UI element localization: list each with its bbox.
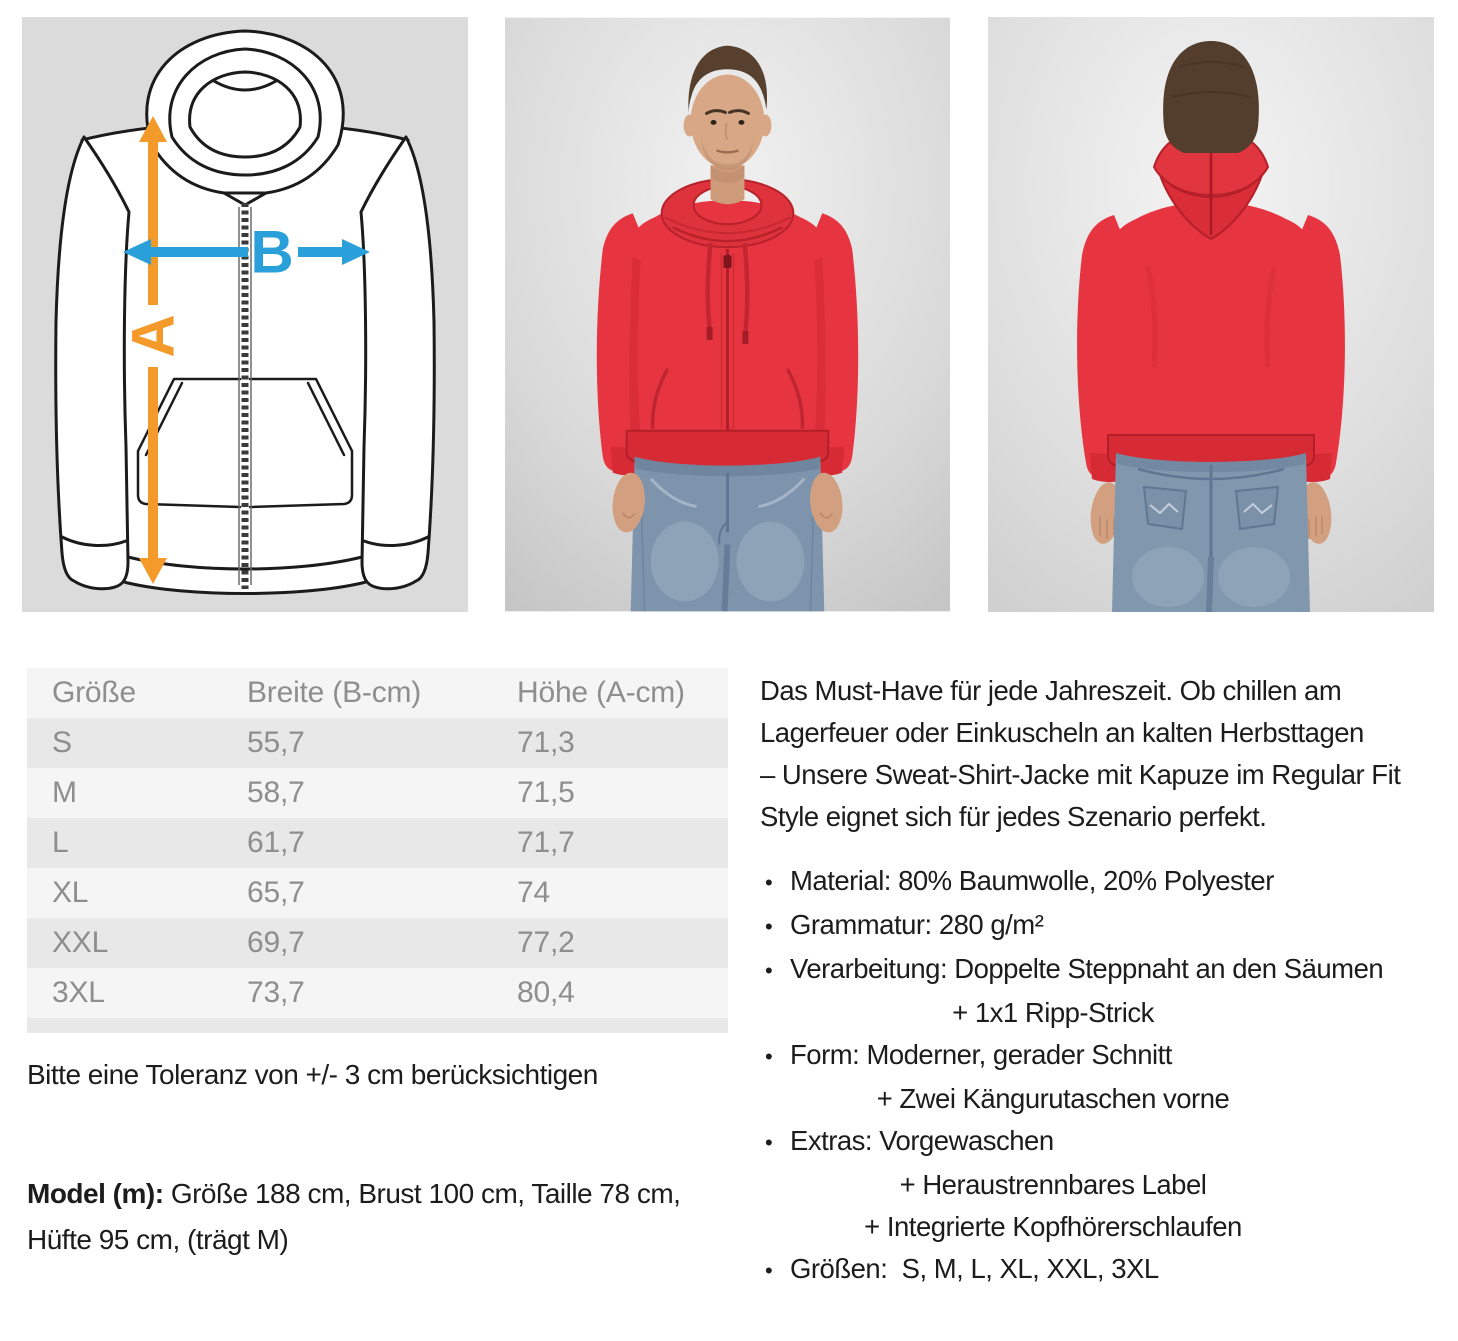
feature-text: Verarbeitung: Doppelte Steppnaht an den Säumen	[790, 953, 1384, 984]
column-header-groesse: Größe	[52, 676, 137, 709]
size-table-header-row	[27, 668, 728, 718]
feature-text: Form: Moderner, gerader Schnitt	[790, 1039, 1172, 1070]
bullet-dot: •	[765, 1044, 773, 1069]
measurement-label-b: B	[250, 218, 294, 286]
model-label: Model (m):	[27, 1178, 164, 1209]
description-line: Lagerfeuer oder Einkuscheln an kalten Herbsttagen	[760, 717, 1364, 748]
breite-cell: 65,7	[247, 876, 305, 909]
jeans	[631, 457, 825, 612]
breite-cell: 69,7	[247, 926, 305, 959]
description-paragraph	[760, 670, 1436, 838]
feature-text: Extras: Vorgewaschen	[790, 1125, 1054, 1156]
jeans-back	[1112, 453, 1310, 612]
size-table-body	[27, 718, 728, 1018]
hoodie-right-sleeve	[361, 137, 434, 589]
feature-item	[760, 1120, 1436, 1164]
bullet-dot: •	[765, 914, 773, 939]
hoehe-cell: 77,2	[517, 926, 575, 959]
feature-item	[760, 904, 1436, 948]
model-back-photo	[985, 17, 1437, 612]
model-info-line-2: Hüfte 95 cm, (trägt M)	[27, 1224, 289, 1255]
size-cell: M	[52, 776, 77, 809]
product-image-row	[22, 17, 1437, 612]
model-front-illustration	[505, 17, 950, 612]
size-cell: S	[52, 726, 72, 759]
feature-subline: + Zwei Kängurutaschen vorne	[876, 1083, 1230, 1114]
model-front-photo	[505, 17, 950, 612]
hood-opening	[190, 72, 301, 157]
feature-list	[760, 860, 1436, 1292]
size-table-row	[27, 718, 728, 768]
face	[691, 75, 765, 169]
feature-subline: + 1x1 Ripp-Strick	[952, 997, 1154, 1028]
size-info-column	[27, 668, 728, 1263]
hoehe-cell: 71,7	[517, 826, 575, 859]
hoehe-cell: 71,3	[517, 726, 575, 759]
bullet-dot: •	[765, 958, 773, 983]
measurement-diagram-panel	[22, 17, 468, 612]
hoehe-cell: 71,5	[517, 776, 575, 809]
description-line: Das Must-Have für jede Jahreszeit. Ob chillen am	[760, 675, 1342, 706]
size-cell: L	[52, 826, 69, 859]
hoodie-measurement-diagram	[22, 17, 468, 612]
feature-item	[760, 860, 1436, 904]
feature-item	[760, 1034, 1436, 1078]
size-table-row	[27, 918, 728, 968]
right-eye	[738, 120, 744, 125]
measurement-label-a: A	[119, 314, 187, 358]
hoehe-cell: 74	[517, 876, 550, 909]
feature-text: Material: 80% Baumwolle, 20% Polyester	[790, 865, 1274, 896]
hoodie-left-sleeve	[56, 137, 129, 589]
size-table-row	[27, 868, 728, 918]
column-header-hoehe: Höhe (A-cm)	[517, 676, 685, 709]
breite-cell: 55,7	[247, 726, 305, 759]
model-back-illustration	[985, 17, 1437, 612]
hoodie-back-torso	[1107, 202, 1315, 457]
size-cell: XL	[52, 876, 89, 909]
size-table-row	[27, 968, 728, 1018]
bullet-dot: •	[765, 870, 773, 895]
size-cell: 3XL	[52, 976, 105, 1009]
bullet-dot: •	[765, 1258, 773, 1283]
feature-subline: + Heraustrennbares Label	[899, 1169, 1207, 1200]
column-header-breite: Breite (B-cm)	[247, 676, 422, 709]
feature-item	[760, 948, 1436, 992]
feature-item	[760, 1248, 1436, 1292]
hoehe-cell: 80,4	[517, 976, 575, 1009]
size-table-row	[27, 768, 728, 818]
size-table-row	[27, 818, 728, 868]
description-line: – Unsere Sweat-Shirt-Jacke mit Kapuze im Regular Fit	[760, 759, 1401, 790]
model-info	[27, 1171, 728, 1263]
description-line: Style eignet sich für jedes Szenario perfekt.	[760, 801, 1267, 832]
description-column	[760, 670, 1436, 1292]
feature-subline: + Integrierte Kopfhörerschlaufen	[864, 1211, 1242, 1242]
model-info-line-1	[27, 1171, 728, 1217]
model-measurements: Größe 188 cm, Brust 100 cm, Taille 78 cm,	[170, 1178, 681, 1209]
feature-text: Größen: S, M, L, XL, XXL, 3XL	[790, 1253, 1159, 1284]
breite-cell: 58,7	[247, 776, 305, 809]
breite-cell: 61,7	[247, 826, 305, 859]
left-eye	[711, 120, 717, 125]
tolerance-note: Bitte eine Toleranz von +/- 3 cm berücksichtigen	[27, 1059, 598, 1090]
feature-text: Grammatur: 280 g/m²	[790, 909, 1044, 940]
hair	[1163, 41, 1259, 153]
size-cell: XXL	[52, 926, 109, 959]
size-table	[27, 668, 728, 1018]
bullet-dot: •	[765, 1130, 773, 1155]
breite-cell: 73,7	[247, 976, 305, 1009]
size-table-footer-strip	[27, 1018, 728, 1033]
